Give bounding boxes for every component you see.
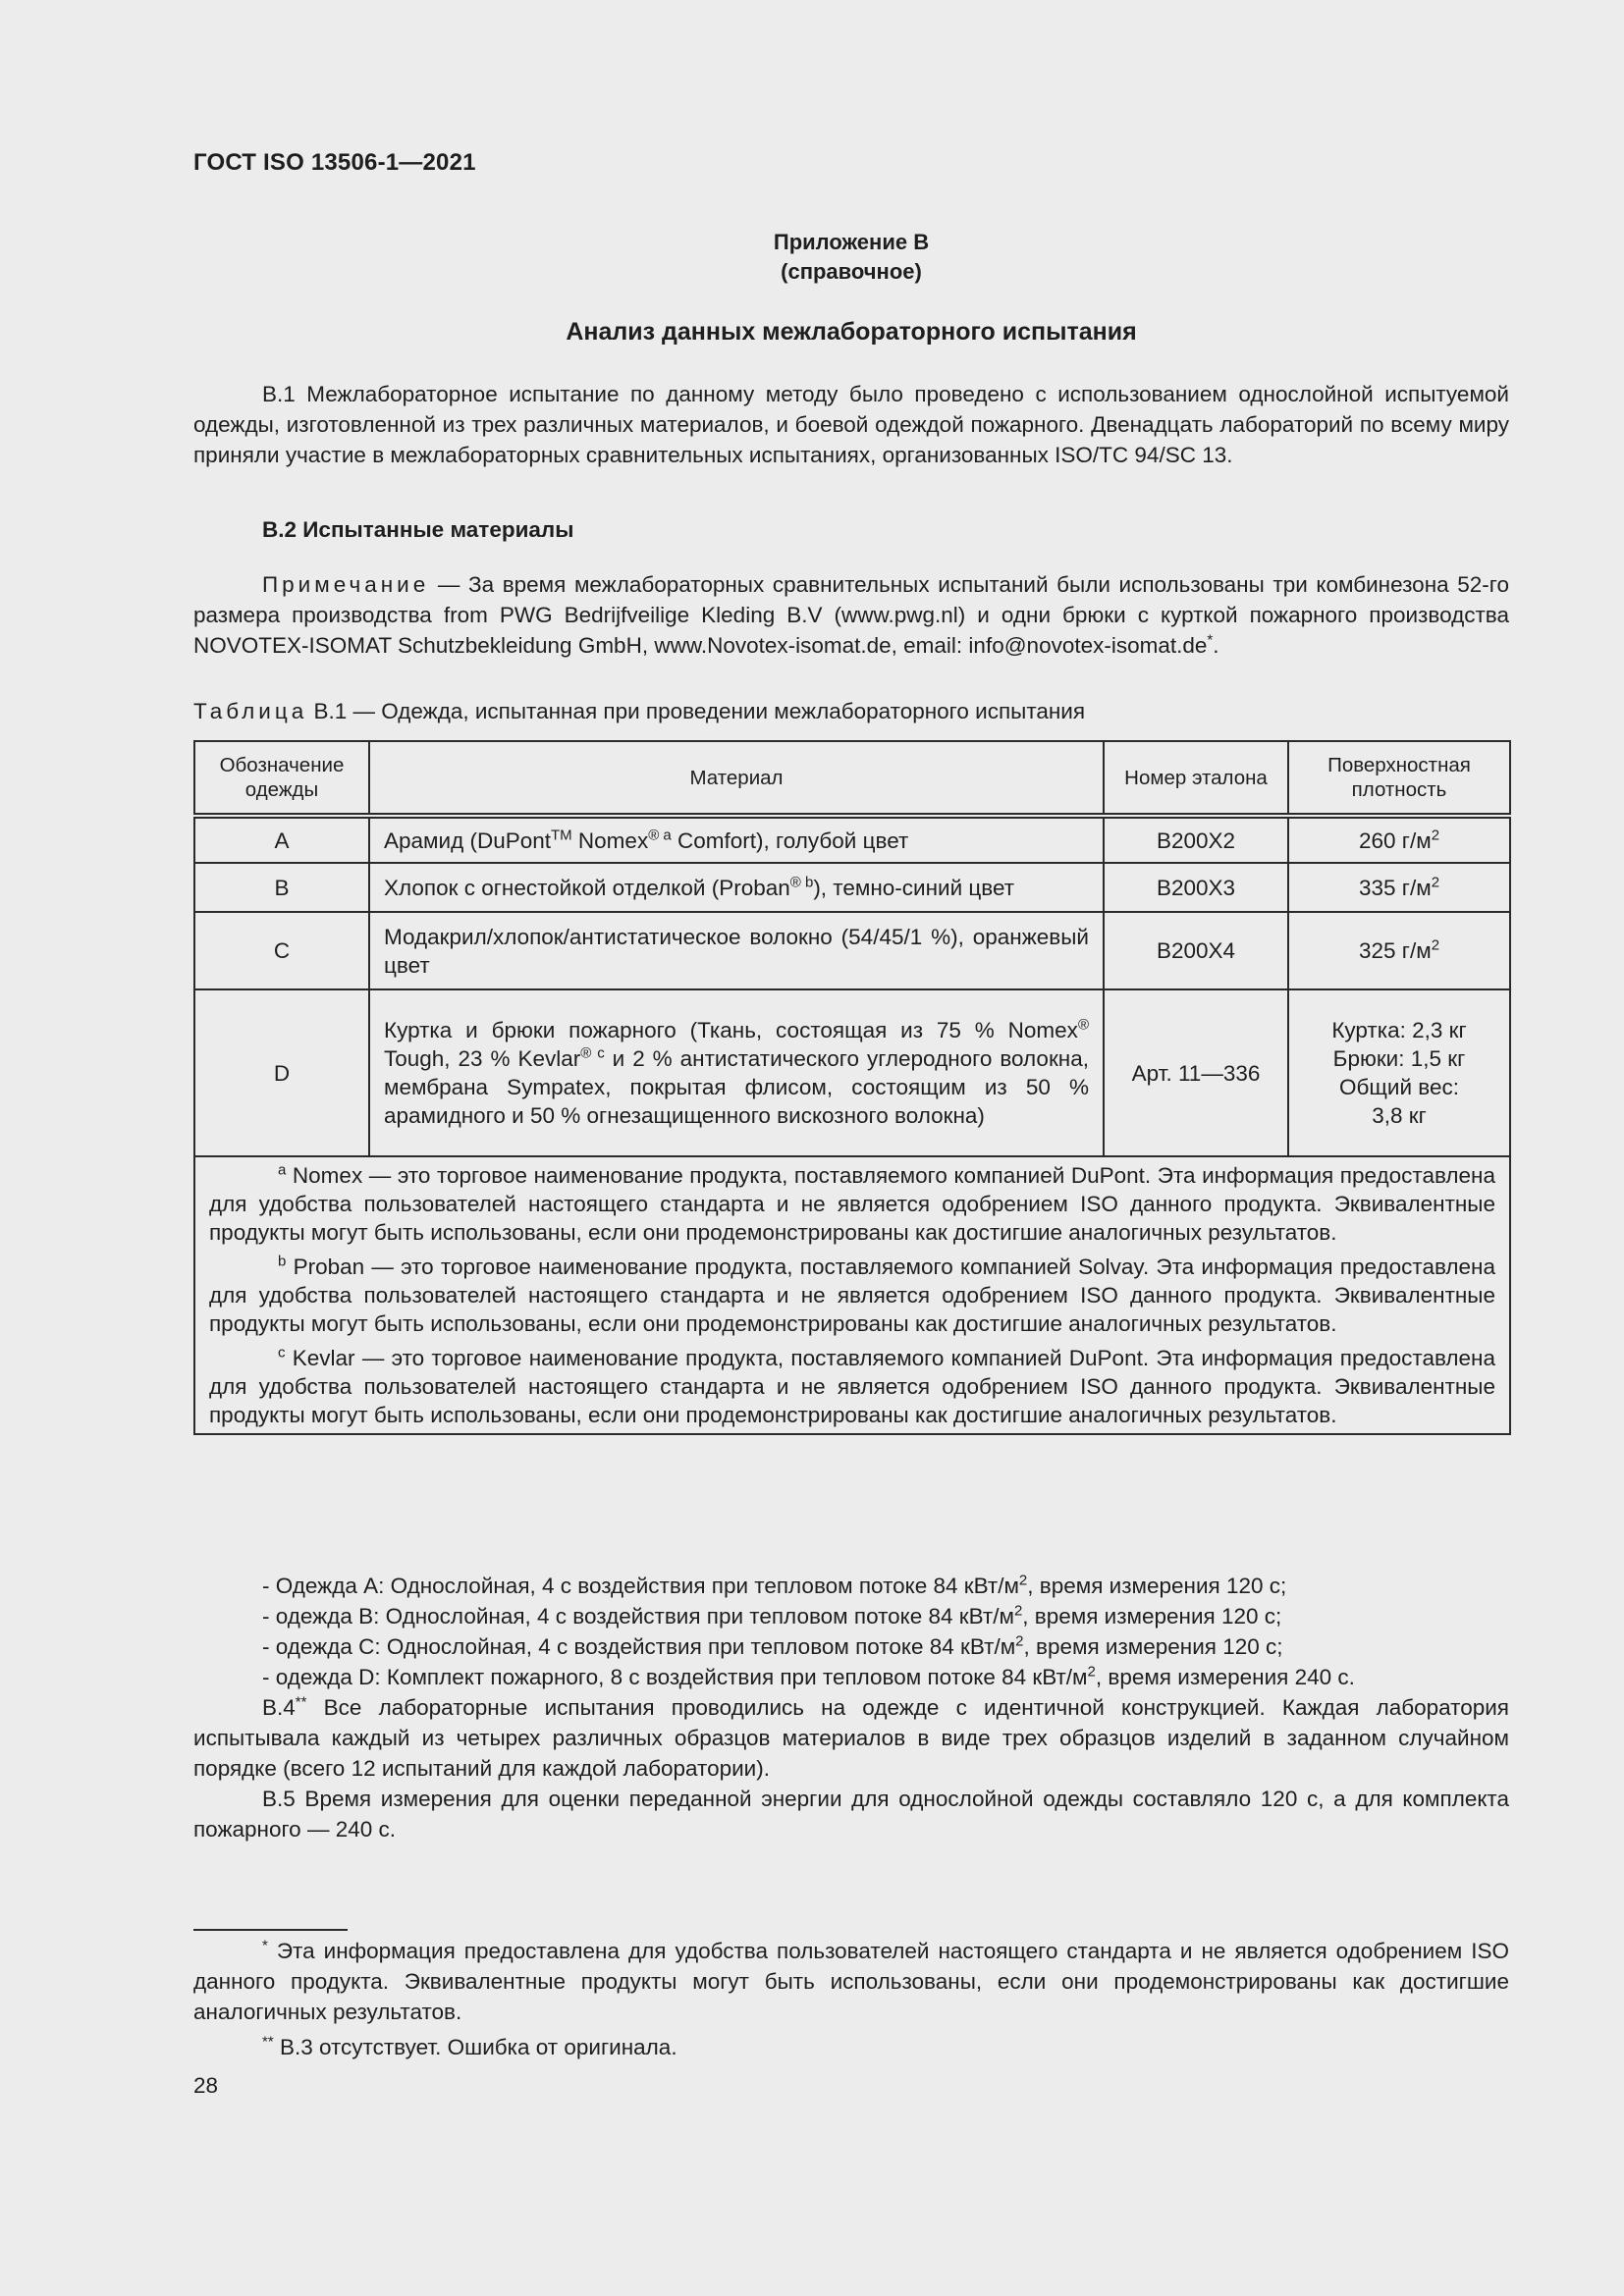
- note-mark: *: [1207, 631, 1214, 649]
- list-item: - одежда С: Однослойная, 4 с воздействия при тепловом потоке 84 кВт/$м^2$, время измерения 120 с;: [262, 1632, 1283, 1659]
- row-designation: D: [194, 989, 369, 1156]
- row-designation: В: [194, 863, 369, 912]
- row-designation: С: [194, 912, 369, 989]
- note-end: .: [1213, 633, 1219, 658]
- row-material: Хлопок с огнестойкой отделкой (Proban$^{® b}$), темно-синий цвет: [369, 863, 1104, 912]
- annex-title: Приложение В: [773, 230, 930, 254]
- note-text: — За время межлабораторных сравнительных испытаний были использованы три комбинезона 52-го размера производства from PWG Bedrijfveilige Kleding B.V (www.pwg.nl) и одни брюки с курткой пожарного производства NOVOTEX-ISOMAT Schutzbekleidung GmbH, www.Novotex-isomat.de, email: info@novotex-isomat.de: [193, 572, 1509, 658]
- table-row: [194, 816, 1510, 863]
- list-item: - одежда D: Комплект пожарного, 8 с воздействия при тепловом потоке 84 кВт/$м^2$, время измерения 240 с.: [262, 1663, 1355, 1689]
- materials-table: [193, 740, 1511, 1435]
- annex-heading: [193, 228, 1509, 287]
- row-material: Куртка и брюки пожарного (Ткань, состоящая из 75 % Nomex® Tough, 23 % Kevlar$^{® c}$ и 2 % антистатического углеродного волокна, мембрана Sympatex, покрытая флисом, состоящим из 50 % арамидного и 50 % огнезащищенного вискозного волокна): [369, 989, 1104, 1156]
- row-reference: Арт. 11—336: [1104, 989, 1288, 1156]
- table-row: [194, 989, 1510, 1156]
- row-density: Куртка: 2,3 кг Брюки: 1,5 кг Общий вес: 3,8 кг: [1288, 989, 1510, 1156]
- paragraph-b1: В.1 Межлабораторное испытание по данному методу было проведено с использованием однослойной испытуемой одежды, изготовленной из трех различных материалов, и боевой одеждой пожарного. Двенадцать лабораторий по всему миру приняли участие в межлабораторных сравнительных испытаниях, организованных ISO/TC 94/SC 13.: [193, 382, 1509, 467]
- header-material: Материал: [369, 741, 1104, 816]
- header-reference: Номер эталона: [1104, 741, 1288, 816]
- row-designation: А: [194, 816, 369, 863]
- heading-b2: В.2 Испытанные материалы: [262, 517, 574, 542]
- row-reference: В200Х2: [1104, 816, 1288, 863]
- note-label: Примечание: [262, 572, 430, 597]
- table-header-row: [194, 741, 1510, 816]
- footnote-separator: [193, 1929, 348, 1931]
- annex-type: (справочное): [781, 259, 922, 284]
- row-reference: В200Х4: [1104, 912, 1288, 989]
- section-title: Анализ данных межлабораторного испытания: [566, 318, 1137, 346]
- table-footnote: $^b$ Proban — это торговое наименование продукта, поставляемого компанией Solvay. Эта информация предоставлена для удобства пользователей настоящего стандарта и не является одобрением ISO данного продукта. Эквивалентные продукты могут быть использованы, если они продемонстрированы как достигшие аналогичных результатов.: [209, 1253, 1495, 1336]
- note-paragraph: [193, 569, 1509, 661]
- table-row: [194, 863, 1510, 912]
- table-caption-label: Таблица: [193, 699, 308, 723]
- document-code: ГОСТ ISO 13506-1—2021: [193, 149, 476, 176]
- table-footnotes-row: [194, 1156, 1510, 1434]
- table-row: [194, 912, 1510, 989]
- row-reference: В200Х3: [1104, 863, 1288, 912]
- list-item: - одежда В: Однослойная, 4 с воздействия при тепловом потоке 84 кВт/$м^2$, время измерения 120 с;: [262, 1602, 1282, 1629]
- page-number: 28: [193, 2073, 219, 2098]
- table-footnote: $^c$ Kevlar — это торговое наименование продукта, поставляемого компанией DuPont. Эта информация предоставлена для удобства пользователей настоящего стандарта и не является одобрением ISO данного продукта. Эквивалентные продукты могут быть использованы, если они продемонстрированы как достигшие аналогичных результатов.: [209, 1344, 1495, 1427]
- table-caption-text: В.1 — Одежда, испытанная при проведении межлабораторного испытания: [307, 699, 1086, 723]
- header-designation: Обозначение одежды: [194, 741, 369, 816]
- paragraph-b5: В.5 Время измерения для оценки переданной энергии для однослойной одежды составляло 120 с, а для комплекта пожарного — 240 с.: [193, 1787, 1509, 1842]
- header-density: Поверхностная плотность: [1288, 741, 1510, 816]
- table-footnotes: [194, 1156, 1510, 1434]
- row-density: 325 $г/м^2$: [1288, 912, 1510, 989]
- row-material: Арамид (DuPont™ Nomex$^{® a}$ Comfort), голубой цвет: [369, 816, 1104, 863]
- page-footnote: * Эта информация предоставлена для удобства пользователей настоящего стандарта и не является одобрением ISO данного продукта. Эквивалентные продукты могут быть использованы, если они продемонстрированы как достигшие аналогичных результатов.: [193, 1937, 1509, 2024]
- list-item: - Одежда А: Однослойная, 4 с воздействия при тепловом потоке 84 кВт/$м^2$, время измерения 120 с;: [262, 1572, 1287, 1598]
- row-density: 335 $г/м^2$: [1288, 863, 1510, 912]
- table-footnote: $^a$ Nomex — это торговое наименование продукта, поставляемого компанией DuPont. Эта информация предоставлена для удобства пользователей настоящего стандарта и не является одобрением ISO данного продукта. Эквивалентные продукты могут быть использованы, если они продемонстрированы как достигшие аналогичных результатов.: [209, 1161, 1495, 1245]
- paragraph-b4: В.4** Все лабораторные испытания проводились на одежде с идентичной конструкцией. Каждая лаборатория испытывала каждый из четырех различных образцов материалов в виде трех образцов изделий в заданном случайном порядке (всего 12 испытаний для каждой лаборатории).: [193, 1693, 1509, 1781]
- document-page: [193, 0, 1509, 2296]
- row-material: Модакрил/хлопок/антистатическое волокно (54/45/1 %), оранжевый цвет: [369, 912, 1104, 989]
- row-density: 260 $г/м^2$: [1288, 816, 1510, 863]
- table-caption: [193, 699, 1085, 724]
- page-footnote: ** В.3 отсутствует. Ошибка от оригинала.: [262, 2033, 677, 2059]
- garment-list: [262, 1571, 1509, 1692]
